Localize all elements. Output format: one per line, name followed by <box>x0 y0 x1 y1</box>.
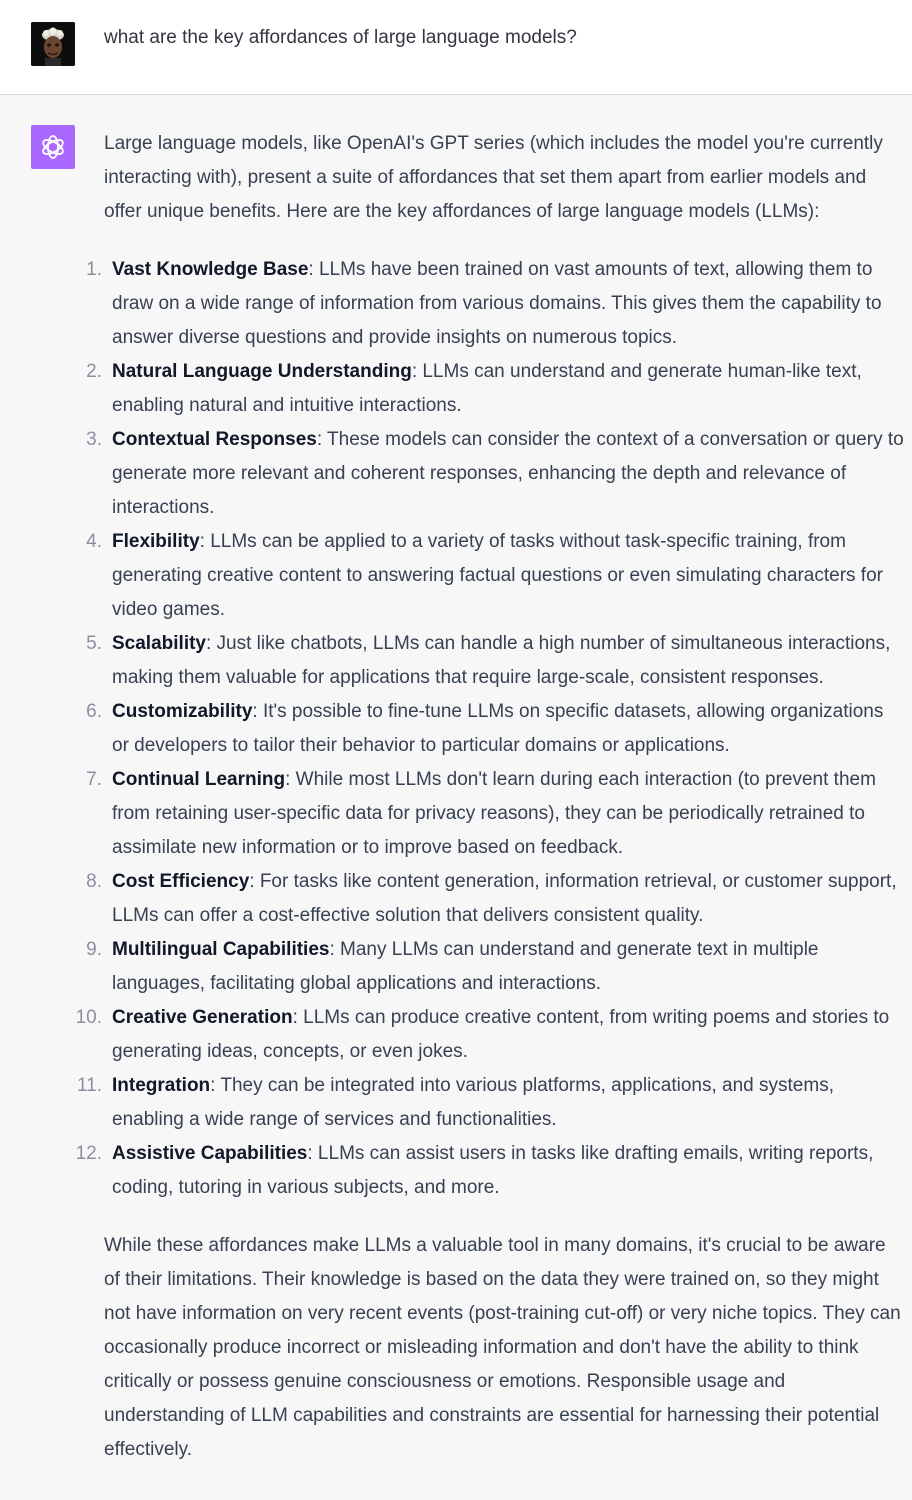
item-text: : LLMs can be applied to a variety of tasks without task-specific training, from generating creative content to answering factual questions or even simulating characters for video games. <box>112 531 883 620</box>
list-item <box>86 695 904 763</box>
list-item <box>86 253 904 355</box>
list-item <box>86 763 904 865</box>
item-term: Contextual Responses <box>112 429 317 450</box>
list-number: 7. <box>86 769 102 790</box>
item-term: Creative Generation <box>112 1007 293 1028</box>
item-text: : Just like chatbots, LLMs can handle a high number of simultaneous interactions, making them valuable for applications that require large-scale, consistent responses. <box>112 633 891 688</box>
item-term: Flexibility <box>112 531 200 552</box>
user-message-text: what are the key affordances of large language models? <box>104 27 577 48</box>
user-avatar-icon <box>31 22 75 66</box>
item-term: Integration <box>112 1075 211 1096</box>
openai-logo-icon <box>31 125 75 169</box>
response-intro: Large language models, like OpenAI's GPT series (which includes the model you're currently interacting with), present a suite of affordances that set them apart from earlier models and offer unique benefits. Here are the key affordances of large language models (LLMs): <box>104 133 883 222</box>
item-text: : LLMs can assist users in tasks like drafting emails, writing reports, coding, tutoring in various subjects, and more. <box>112 1143 874 1198</box>
item-text: : For tasks like content generation, information retrieval, or customer support, LLMs can offer a cost-effective solution that delivers consistent quality. <box>112 871 897 926</box>
item-term: Cost Efficiency <box>112 871 250 892</box>
item-text: : LLMs have been trained on vast amounts of text, allowing them to draw on a wide range of information from various domains. This gives them the capability to answer diverse questions and provide insights on numerous topics. <box>112 259 882 348</box>
affordance-list <box>75 253 904 1205</box>
item-text: : These models can consider the context of a conversation or query to generate more relevant and coherent responses, enhancing the depth and relevance of interactions. <box>112 429 904 518</box>
item-term: Assistive Capabilities <box>112 1143 308 1164</box>
list-number: 6. <box>86 701 102 722</box>
item-term: Vast Knowledge Base <box>112 259 309 280</box>
list-item <box>75 1137 904 1205</box>
list-number: 12. <box>75 1143 102 1164</box>
list-item <box>76 1069 904 1137</box>
assistant-message <box>0 95 912 1500</box>
list-number: 10. <box>75 1007 102 1028</box>
item-text: : They can be integrated into various platforms, applications, and systems, enabling a wide range of services and functionalities. <box>112 1075 834 1130</box>
item-term: Multilingual Capabilities <box>112 939 330 960</box>
list-number: 4. <box>86 531 102 552</box>
list-number: 3. <box>86 429 102 450</box>
list-item <box>86 865 904 933</box>
list-item <box>86 525 904 627</box>
list-item <box>86 627 904 695</box>
item-text: : While most LLMs don't learn during each interaction (to prevent them from retaining user-specific data for privacy reasons), they can be periodically retrained to assimilate new information or to improve based on feedback. <box>112 769 876 858</box>
list-item <box>86 423 904 525</box>
list-item <box>86 355 904 423</box>
item-text: : LLMs can produce creative content, from writing poems and stories to generating ideas, concepts, or even jokes. <box>112 1007 890 1062</box>
item-text: : LLMs can understand and generate human-like text, enabling natural and intuitive interactions. <box>112 361 862 416</box>
list-number: 1. <box>86 259 102 280</box>
list-item <box>75 1001 904 1069</box>
item-term: Continual Learning <box>112 769 286 790</box>
list-number: 8. <box>86 871 102 892</box>
response-closing: While these affordances make LLMs a valuable tool in many domains, it's crucial to be aware of their limitations. Their knowledge is based on the data they were trained on, so they might not have information on very recent events (post-training cut-off) or very niche topics. They can occasionally produce incorrect or misleading information and don't have the ability to think critically or possess genuine consciousness or emotions. Responsible usage and understanding of LLM capabilities and constraints are essential for harnessing their potential effectively. <box>104 1235 901 1460</box>
list-number: 5. <box>86 633 102 654</box>
assistant-response <box>75 127 904 1467</box>
list-number: 9. <box>86 939 102 960</box>
item-text: : It's possible to fine-tune LLMs on specific datasets, allowing organizations or developers to tailor their behavior to particular domains or applications. <box>112 701 884 756</box>
item-term: Natural Language Understanding <box>112 361 412 382</box>
user-message <box>0 0 912 95</box>
list-number: 2. <box>86 361 102 382</box>
list-number: 11. <box>76 1075 102 1096</box>
item-term: Scalability <box>112 633 206 654</box>
list-item <box>86 933 904 1001</box>
item-text: : Many LLMs can understand and generate text in multiple languages, facilitating global applications and interactions. <box>112 939 819 994</box>
item-term: Customizability <box>112 701 253 722</box>
